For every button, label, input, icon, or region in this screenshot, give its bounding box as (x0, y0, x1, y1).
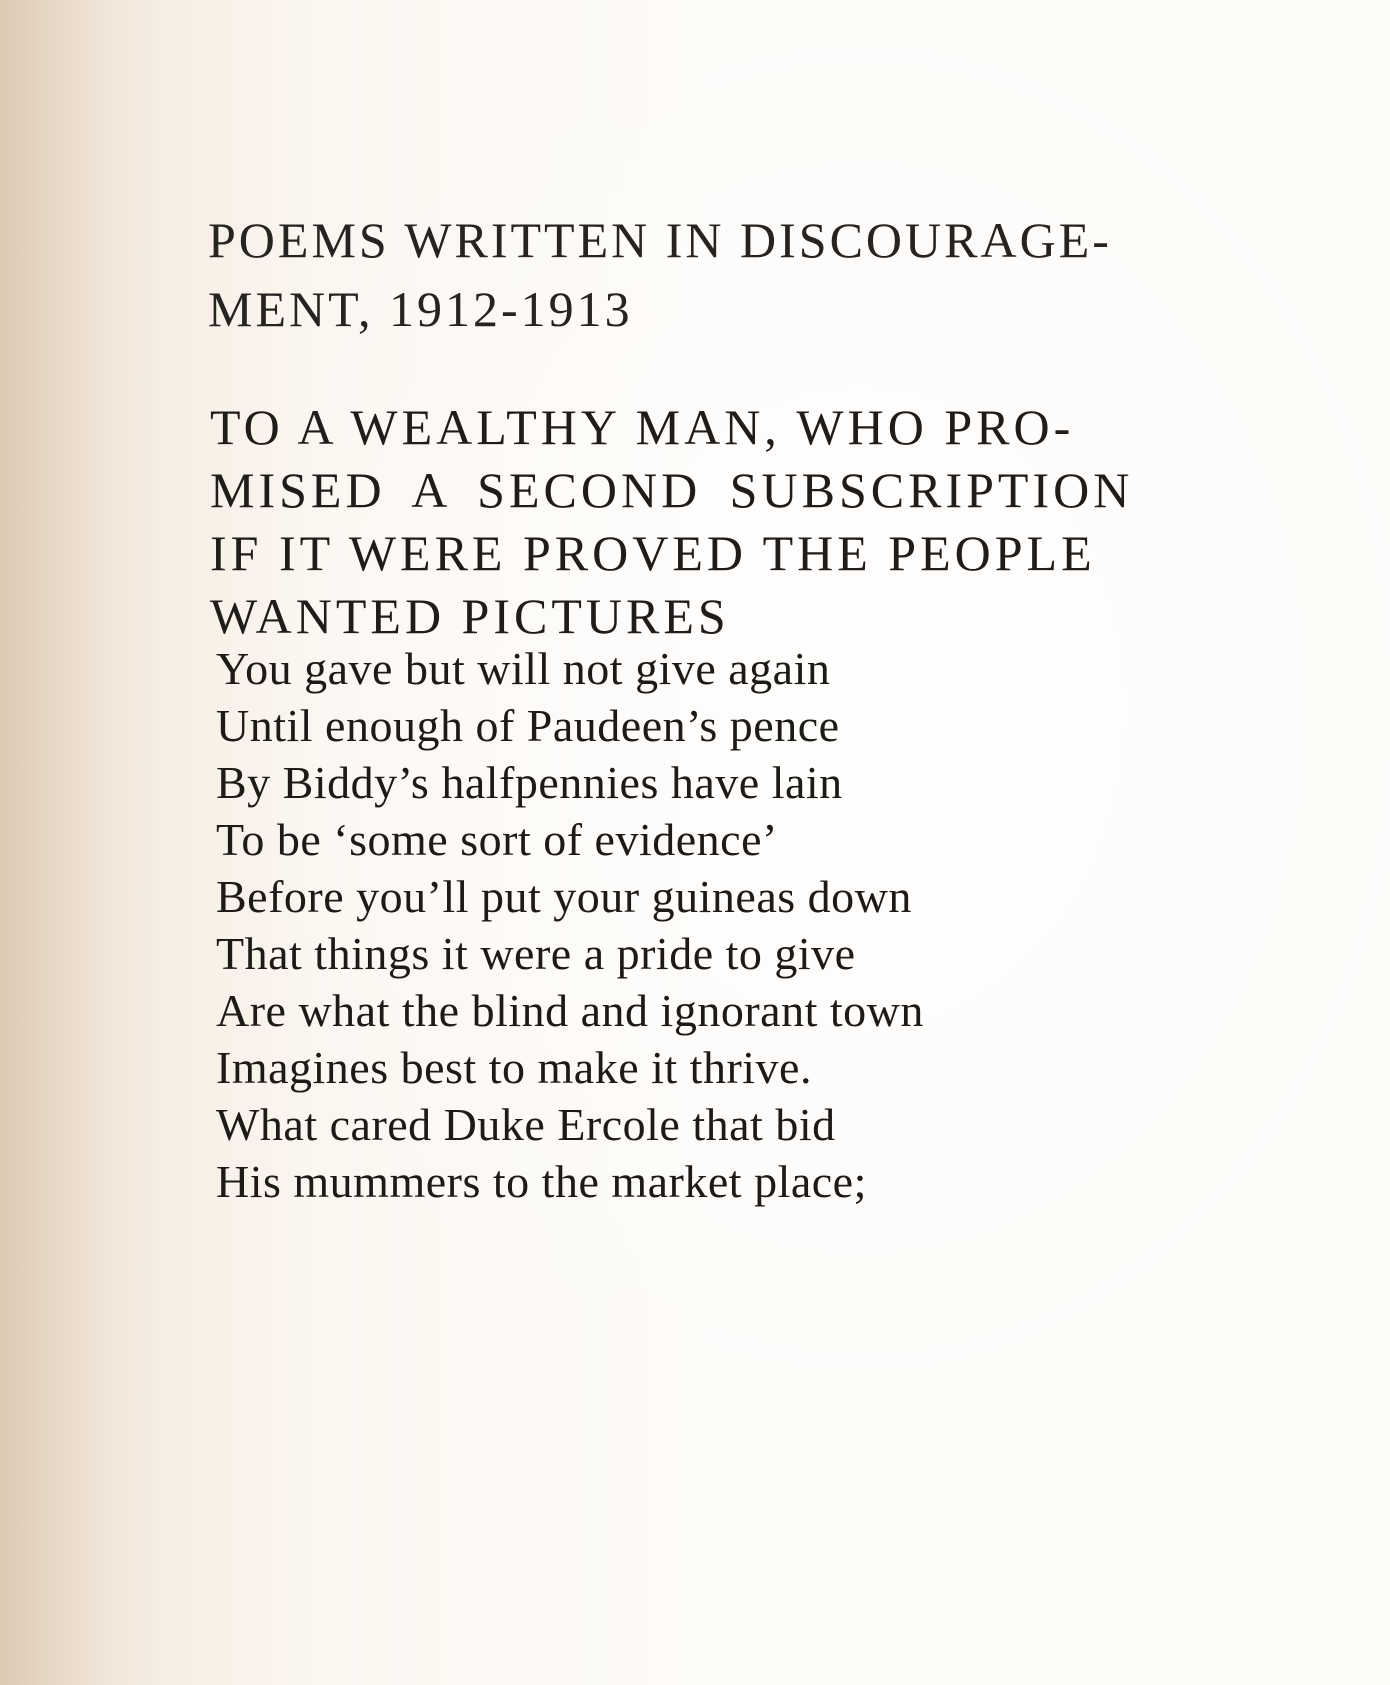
poem-title-line: IF IT WERE PROVED THE PEOPLE (210, 525, 1096, 581)
poem-line: To be ‘some sort of evidence’ (216, 814, 778, 865)
poem-line: You gave but will not give again (216, 643, 831, 694)
poem-line: His mummers to the market place; (216, 1156, 867, 1207)
poem-line: What cared Duke Ercole that bid (216, 1099, 836, 1150)
poem-line: Imagines best to make it thrive. (216, 1042, 812, 1093)
poem-line: Are what the blind and ignorant town (216, 985, 924, 1036)
poem-stanza (216, 640, 924, 1210)
page-gutter-shadow (0, 0, 170, 1685)
poem-title-line: WANTED PICTURES (210, 588, 730, 644)
poem-line: Until enough of Paudeen’s pence (216, 700, 840, 751)
poem-line: That things it were a pride to give (216, 928, 856, 979)
section-heading-line: POEMS WRITTEN IN DISCOURAGE- (208, 212, 1112, 268)
poem-title-line: TO A WEALTHY MAN, WHO PRO- (210, 399, 1075, 455)
poem-line: By Biddy’s halfpennies have lain (216, 757, 843, 808)
poem-title-line: MISED A SECOND SUBSCRIPTION (210, 462, 1134, 518)
poem-line: Before you’ll put your guineas down (216, 871, 912, 922)
poem-title (210, 396, 1133, 648)
section-heading-line: MENT, 1912-1913 (208, 281, 633, 337)
section-heading (208, 206, 1112, 344)
